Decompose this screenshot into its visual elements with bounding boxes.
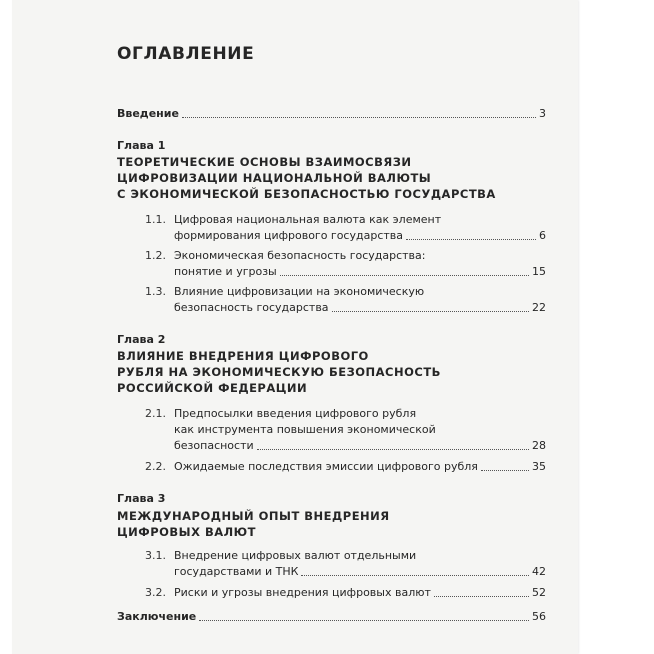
- toc-entry-section-1-1[interactable]: [174, 228, 546, 244]
- chapter-2-label: Глава 2: [117, 333, 166, 346]
- toc-entry-section-3-2[interactable]: [174, 585, 546, 601]
- chapter-1-title-line-1: ТЕОРЕТИЧЕСКИЕ ОСНОВЫ ВЗАИМОСВЯЗИ: [117, 155, 412, 169]
- page-number: 35: [532, 460, 546, 473]
- page-number: 28: [532, 439, 546, 452]
- page-number: 22: [532, 301, 546, 314]
- chapter-2-title-line-3: РОССИЙСКОЙ ФЕДЕРАЦИИ: [117, 381, 308, 395]
- toc-entry-section-1-2[interactable]: [174, 264, 546, 280]
- section-1-1-number: 1.1.: [145, 213, 166, 226]
- page-number: 42: [532, 565, 546, 578]
- toc-entry-section-2-1[interactable]: [174, 438, 546, 454]
- entry-label: Введение: [117, 107, 179, 120]
- chapter-1-title-line-2: ЦИФРОВИЗАЦИИ НАЦИОНАЛЬНОЙ ВАЛЮТЫ: [117, 171, 432, 185]
- page-number: 56: [532, 610, 546, 623]
- chapter-3-title-line-2: ЦИФРОВЫХ ВАЛЮТ: [117, 525, 257, 539]
- leader-dots: [257, 449, 529, 450]
- section-3-1-number: 3.1.: [145, 549, 166, 562]
- toc-entry-section-1-3[interactable]: [174, 300, 546, 316]
- page-number: 6: [539, 229, 546, 242]
- section-1-1-title-line-1[interactable]: Цифровая национальная валюта как элемент: [174, 213, 442, 226]
- section-2-1-number: 2.1.: [145, 407, 166, 420]
- entry-label: безопасность государства: [174, 301, 329, 314]
- leader-dots: [301, 575, 529, 576]
- chapter-3-label: Глава 3: [117, 492, 166, 505]
- chapter-1-title-line-3: С ЭКОНОМИЧЕСКОЙ БЕЗОПАСНОСТЬЮ ГОСУДАРСТВА: [117, 187, 496, 201]
- toc-title: ОГЛАВЛЕНИЕ: [117, 44, 255, 64]
- section-2-1-title-line-1[interactable]: Предпосылки введения цифрового рубля: [174, 407, 417, 420]
- page-number: 52: [532, 586, 546, 599]
- section-1-2-title-line-1[interactable]: Экономическая безопасность государства:: [174, 249, 426, 262]
- section-1-3-number: 1.3.: [145, 285, 166, 298]
- section-1-3-title-line-1[interactable]: Влияние цифровизации на экономическую: [174, 285, 425, 298]
- entry-label: понятие и угрозы: [174, 265, 277, 278]
- leader-dots: [332, 311, 529, 312]
- leader-dots: [434, 596, 529, 597]
- page-number: 15: [532, 265, 546, 278]
- book-page: [12, 0, 578, 654]
- section-3-1-title-line-1[interactable]: Внедрение цифровых валют отдельными: [174, 549, 417, 562]
- section-2-1-title-line-2[interactable]: как инструмента повышения экономической: [174, 423, 436, 436]
- entry-label: Риски и угрозы внедрения цифровых валют: [174, 586, 431, 599]
- toc-entry-section-2-2[interactable]: [174, 459, 546, 475]
- leader-dots: [182, 117, 536, 118]
- leader-dots: [481, 470, 529, 471]
- entry-label: Ожидаемые последствия эмиссии цифрового рубля: [174, 460, 478, 473]
- section-3-2-number: 3.2.: [145, 586, 166, 599]
- toc-entry-section-3-1[interactable]: [174, 564, 546, 580]
- section-2-2-number: 2.2.: [145, 460, 166, 473]
- entry-label: государствами и ТНК: [174, 565, 299, 578]
- leader-dots: [280, 275, 529, 276]
- entry-label: формирования цифрового государства: [174, 229, 404, 242]
- chapter-2-title-line-1: ВЛИЯНИЕ ВНЕДРЕНИЯ ЦИФРОВОГО: [117, 349, 369, 363]
- toc-entry-introduction[interactable]: [117, 106, 546, 122]
- chapter-1-label: Глава 1: [117, 139, 166, 152]
- leader-dots: [199, 620, 529, 621]
- entry-label: безопасности: [174, 439, 254, 452]
- leader-dots: [406, 239, 536, 240]
- chapter-2-title-line-2: РУБЛЯ НА ЭКОНОМИЧЕСКУЮ БЕЗОПАСНОСТЬ: [117, 365, 441, 379]
- page-number: 3: [539, 107, 546, 120]
- chapter-3-title-line-1: МЕЖДУНАРОДНЫЙ ОПЫТ ВНЕДРЕНИЯ: [117, 509, 390, 523]
- toc-entry-conclusion[interactable]: [117, 609, 546, 625]
- entry-label: Заключение: [117, 610, 197, 623]
- section-1-2-number: 1.2.: [145, 249, 166, 262]
